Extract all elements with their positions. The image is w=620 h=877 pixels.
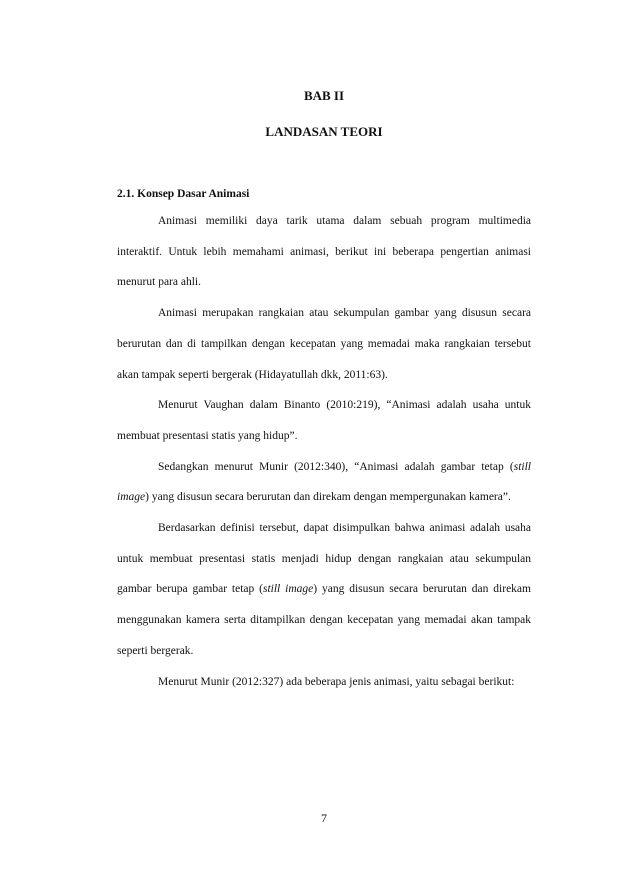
paragraph-animasi-daya-tarik xyxy=(117,206,531,298)
paragraph-jenis-animasi xyxy=(117,667,531,698)
paragraph-text-before: Sedangkan menurut Munir (2012:340), “Animasi adalah gambar tetap ( xyxy=(158,460,514,473)
paragraph-text: Animasi memiliki daya tarik utama dalam sebuah program multimedia interaktif. Untuk lebih memahami animasi, berikut ini beberapa pengertian animasi menurut para ahli. xyxy=(117,215,531,289)
paragraph-text: Animasi merupakan rangkaian atau sekumpulan gambar yang disusun secara berurutan dan di tampilkan dengan kecepatan yang memadai maka rangkaian tersebut akan tampak seperti bergerak (Hidayatullah dkk, 2011:63). xyxy=(117,307,531,381)
body-text xyxy=(117,206,531,697)
section-heading: 2.1. Konsep Dasar Animasi xyxy=(117,188,250,200)
paragraph-text: Menurut Vaughan dalam Binanto (2010:219), “Animasi adalah usaha untuk membuat presentasi statis yang hidup”. xyxy=(117,399,531,442)
paragraph-animasi-rangkaian xyxy=(117,298,531,390)
paragraph-text-after: ) yang disusun secara berurutan dan direkam menggunakan kamera serta ditampilkan dengan kecepatan yang memadai akan tampak seperti bergerak. xyxy=(117,583,531,657)
paragraph-text-after: ) yang disusun secara berurutan dan direkam dengan mempergunakan kamera”. xyxy=(145,491,511,504)
paragraph-text-before: Berdasarkan definisi tersebut, dapat disimpulkan bahwa animasi adalah usaha untuk membuat presentasi statis menjadi hidup dengan rangkaian atau sekumpulan gambar berupa gambar tetap ( xyxy=(117,522,531,596)
italic-term: still image xyxy=(117,460,531,504)
paragraph-munir-definisi xyxy=(117,452,531,513)
page-number: 7 xyxy=(321,811,327,825)
chapter-title: LANDASAN TEORI xyxy=(265,124,383,139)
paragraph-text: Menurut Munir (2012:327) ada beberapa jenis animasi, yaitu sebagai berikut: xyxy=(158,675,515,688)
chapter-label: BAB II xyxy=(303,88,345,103)
paragraph-kesimpulan xyxy=(117,513,531,667)
paragraph-vaughan xyxy=(117,390,531,451)
italic-term: still image xyxy=(263,583,314,596)
